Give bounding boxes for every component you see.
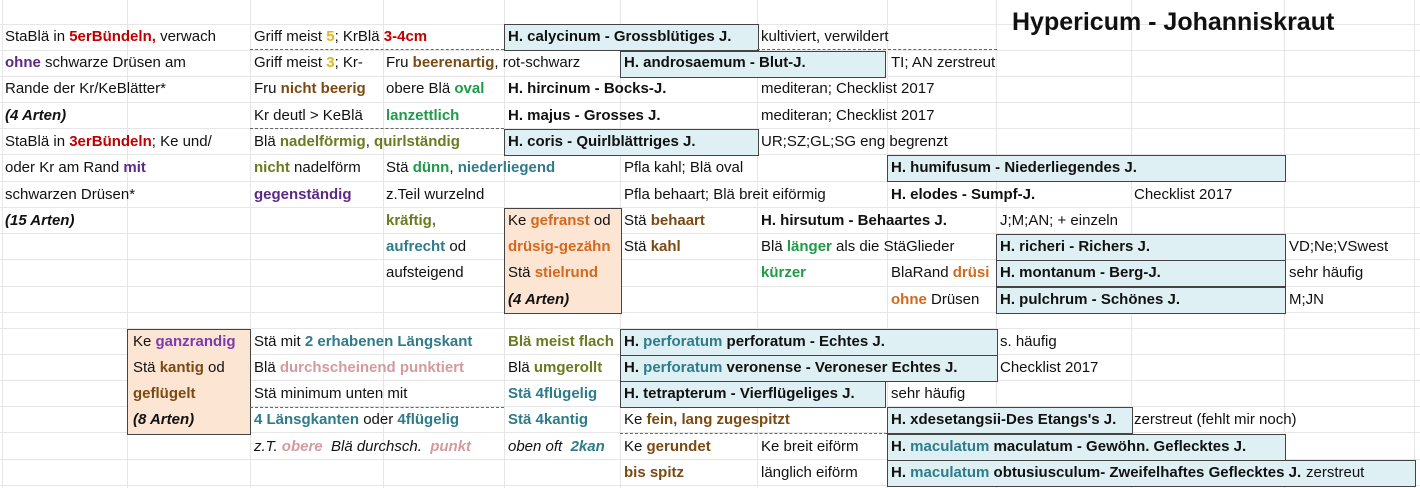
cell: Blä durchscheinend punktiert [254, 359, 465, 376]
group-count: (8 Arten) [133, 411, 195, 428]
cell: StaBlä in 3erBündeln; Ke und/ [5, 133, 212, 150]
cell: Stä behaart [624, 212, 705, 229]
cell: länglich eiförm [761, 464, 858, 481]
cell: Blä nadelförmig, quirlständig [254, 133, 460, 150]
cell: Pfla kahl; Blä oval [624, 159, 744, 176]
cell: Pfla behaart; Blä breit eiförmig [624, 186, 826, 203]
cell: aufsteigend [386, 264, 464, 281]
cell: ohne schwarze Drüsen am [5, 54, 186, 71]
distribution: mediteran; Checklist 2017 [761, 80, 935, 97]
species-name: H. hircinum - Bocks-J. [508, 80, 667, 97]
cell: drüsig-gezähn [508, 238, 611, 255]
cell: aufrecht od [386, 238, 467, 255]
species-name: H. maculatum maculatum - Gewöhn. Geflecktes J. [891, 438, 1247, 455]
cell: Stä 4flügelig [508, 385, 598, 402]
distribution: mediteran; Checklist 2017 [761, 107, 935, 124]
species-name: H. richeri - Richers J. [1000, 238, 1151, 255]
distribution: UR;SZ;GL;SG eng begrenzt [761, 133, 948, 150]
cell: nicht nadelförm [254, 159, 361, 176]
distribution: zerstreut (fehlt mir noch) [1134, 411, 1297, 428]
cell: Kr deutl > KeBlä [254, 107, 363, 124]
cell: Fru nicht beerig [254, 80, 366, 97]
cell: Griff meist 3; Kr- [254, 54, 363, 71]
distribution: s. häufig [1000, 333, 1057, 350]
species-name: H. perforatum veronense - Veroneser Echtes J. [624, 359, 958, 376]
cell: obere Blä oval [386, 80, 485, 97]
cell: lanzettlich [386, 107, 460, 124]
species-name: H. hirsutum - Behaartes J. [761, 212, 947, 229]
species-name: H. elodes - Sumpf-J. [891, 186, 1036, 203]
species-name: H. montanum - Berg-J. [1000, 264, 1161, 281]
cell: z.Teil wurzelnd [386, 186, 485, 203]
gridline [2, 0, 3, 488]
cell: Stä stielrund [508, 264, 599, 281]
cell: 4 Länsgkanten oder 4flügelig [254, 411, 460, 428]
page-title: Hypericum - Johanniskraut [1012, 8, 1335, 36]
cell: Stä kahl [624, 238, 681, 255]
cell: geflügelt [133, 385, 196, 402]
distribution: sehr häufig [891, 385, 966, 402]
species-name: H. calycinum - Grossblütiges J. [508, 28, 732, 45]
cell: gegenständig [254, 186, 352, 203]
distribution: Checklist 2017 [1000, 359, 1099, 376]
species-name: H. pulchrum - Schönes J. [1000, 291, 1181, 308]
cell: StaBlä in 5erBündeln, verwach [5, 28, 216, 45]
cell: Ke fein, lang zugespitzt [624, 411, 790, 428]
cell: Blä länger als die StäGlieder [761, 238, 955, 255]
cell: Fru beerenartig, rot-schwarz [386, 54, 581, 71]
distribution: M;JN [1289, 291, 1324, 308]
cell: Stä mit 2 erhabenen Längskant [254, 333, 473, 350]
distribution: sehr häufig [1289, 264, 1364, 281]
cell: oben oft 2kan [508, 438, 605, 455]
cell: Rande der Kr/KeBlätter* [5, 80, 166, 97]
cell: Ke gerundet [624, 438, 711, 455]
cell: Stä 4kantig [508, 411, 589, 428]
distribution: kultiviert, verwildert [761, 28, 889, 45]
cell: oder Kr am Rand mit [5, 159, 146, 176]
distribution: zerstreut [1306, 464, 1365, 481]
species-name: H. coris - Quirlblättriges J. [508, 133, 696, 150]
distribution: Checklist 2017 [1134, 186, 1233, 203]
cell: schwarzen Drüsen* [5, 186, 136, 203]
species-name: H. humifusum - Niederliegendes J. [891, 159, 1137, 176]
cell: z.T. obere Blä durchsch. punkt [254, 438, 472, 455]
gridline [1414, 0, 1415, 488]
group-count: (4 Arten) [508, 291, 570, 308]
gridline [0, 102, 1420, 103]
species-name: H. maculatum obtusiusculum- Zweifelhaftes Geflecktes J. [891, 464, 1302, 481]
distribution: VD;Ne;VSwest [1289, 238, 1389, 255]
cell: kürzer [761, 264, 807, 281]
group-count: (15 Arten) [5, 212, 75, 229]
species-name: H. tetrapterum - Vierflügeliges J. [624, 385, 855, 402]
species-name: H. perforatum perforatum - Echtes J. [624, 333, 885, 350]
cell: bis spitz [624, 464, 685, 481]
group-count: (4 Arten) [5, 107, 67, 124]
cell: Stä dünn, niederliegend [386, 159, 556, 176]
cell: BlaRand drüsi [891, 264, 990, 281]
cell: Griff meist 5; KrBlä 3-4cm [254, 28, 428, 45]
cell: Ke gefranst od [508, 212, 611, 229]
cell: Stä kantig od [133, 359, 225, 376]
cell: Stä minimum unten mit [254, 385, 408, 402]
cell: Ke breit eiförm [761, 438, 859, 455]
cell: kräftig, [386, 212, 437, 229]
cell: ohne Drüsen [891, 291, 980, 308]
cell: Blä meist flach [508, 333, 614, 350]
species-name: H. androsaemum - Blut-J. [624, 54, 806, 71]
cell: Blä umgerollt [508, 359, 603, 376]
species-name: H. xdesetangsii-Des Etangs's J. [891, 411, 1117, 428]
cell: Ke ganzrandig [133, 333, 236, 350]
species-name: H. majus - Grosses J. [508, 107, 661, 124]
distribution: J;M;AN; + einzeln [1000, 212, 1118, 229]
distribution: TI; AN zerstreut [891, 54, 996, 71]
